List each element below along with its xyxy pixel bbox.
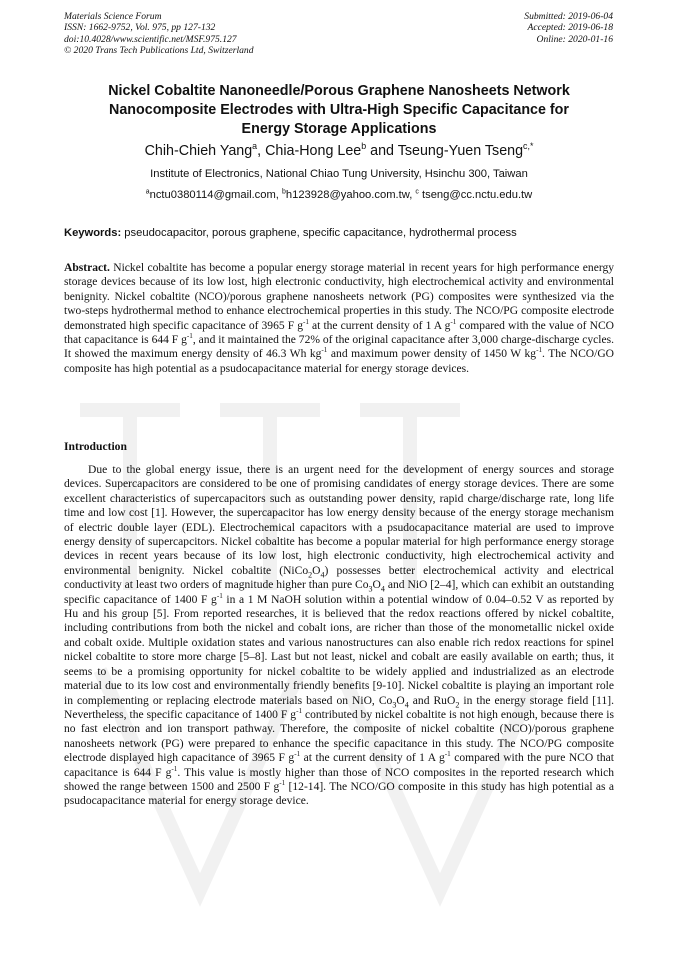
journal-issn: ISSN: 1662-9752, Vol. 975, pp 127-132 <box>64 22 216 34</box>
author-emails: $^a$nctu0380114@gmail.com, $^b$h123928@yahoo.com.tw, $^c$ tseng@cc.nctu.edu.tw <box>145 188 533 201</box>
paper-title: Nickel Cobaltite Nanoneedle/Porous Graphene Nanosheets Network Nanocomposite Electrodes with Ultra-High Specific Capacitance for Energy Storage Applications <box>108 83 570 137</box>
author-list: Chih-Chieh Yang$^a$, Chia-Hong Lee$^b$ and Tseung-Yuen Tseng$^{c,*}$ <box>144 141 534 159</box>
email-link[interactable]: nctu0380114@gmail.com, <box>149 189 283 201</box>
journal-copyright: © 2020 Trans Tech Publications Ltd, Switzerland <box>64 45 254 57</box>
accepted-date: Accepted: 2019-06-18 <box>527 22 613 34</box>
submitted-date: Submitted: 2019-06-04 <box>524 11 613 22</box>
submission-dates <box>524 11 613 45</box>
journal-doi: doi:10.4028/www.scientific.net/MSF.975.127 <box>64 33 237 45</box>
introduction-body <box>64 463 614 809</box>
keywords-label: Keywords: <box>64 227 122 239</box>
abstract-label: Abstract. <box>64 262 110 274</box>
journal-name: Materials Science Forum <box>64 11 162 22</box>
author-name: Tseung-Yuen Tseng <box>397 143 524 159</box>
paragraph: Due to the global energy issue, there is an urgent need for the development of energy sources and storage devices. Supercapacitors are considered to be one of promising candidates of energy storage devices. There are some excellent characteristics of supercapacitors such as outstanding power density, rapid charge/discharge rate, long life time and low cost [1]. However, the supercapacitor has low energy density because of the energy storage mechanism of electric double layer (EDL). Electrochemical capacitors with a psudocapacitance material are used to improve energy density of supercapcitors. Nickel cobaltite has become a popular material for high performance energy storage devices in recent years because of its low lost, high electronic conductivity, high electrochemical activity and environmental benignity. Nickel cobaltite $(NiCo_2O_4)$ possesses better electrochemical activity and electrical conductivity at least two orders of magnitude higher than pure $Co_3O_4$ and NiO [2–4], which can exhibit an outstanding specific capacitance of 1400 F $g^{-1}$ in a 1 M NaOH solution within a potential window of 0.04–0.52 V as reported by Hu and his group [5]. From reported researches, it is believed that the redox reactions offered by nickel cobaltite, including contributions from both the nickel and cobalt ions, are richer than those of the monometallic nickel oxide and cobalt oxide. Multiple oxidation states and various nanostructures can also enable rich redox reactions for spinel nickel cobaltite to store more charge [5–8]. Last but not least, nickel and cobalt are easily available on earth; thus, it seems to be a promising opportunity for nickel cobaltite to be widely applied and industrialized as an electrode material due to its low cost and environmentally friendly benefits [9-10]. Nickel cobaltite is playing an important role in complementing or replacing electrode materials based on NiO, $Co_3O_4$ and RuO$_2$ in the energy storage field [11]. Nevertheless, the specific capacitance of 1400 F $g^{-1}$ contributed by nickel cobaltite is not high enough, because there is no fast electron and ion transport pathway. Therefore, the composite of nickel cobaltite (NCO)/porous graphene nanosheets network (PG) were prepared to enhance the specific capacitance in this study. The NCO/PG composite electrode displayed high capacitance of 3965 F $g^{-1}$ at the current density of 1 A $g^{-1}$ compared with the pure NCO that capacitance is 644 F $g^{-1}$. This value is mostly higher than those of NCO composites in the reported research which showed the range between 1500 and 2500 F $g^{-1}$ [12-14]. The NCO/GO composite in this study has high potential as a psudocapacitance material for energy storage device. <box>64 464 615 808</box>
author-name: Chih-Chieh Yang <box>144 143 253 159</box>
affiliation: Institute of Electronics, National Chiao Tung University, Hsinchu 300, Taiwan <box>150 168 528 180</box>
journal-info <box>64 11 254 57</box>
abstract: Abstract. Nickel cobaltite has become a popular energy storage material in recent years for high performance energy storage devices because of its low lost, high electronic conductivity, high electrochemical activity and environmental benignity. Nickel cobaltite (NCO)/porous graphene nanosheets network (PG) composites were synthesized via the two-steps hydrothermal method to enhance electrochemical properties in this study. The NCO/PG composite electrode demonstrated high specific capacitance of 3965 F $g^{-1}$ at the current density of 1 A $g^{-1}$ compared with the value of NCO that capacitance is 644 F $g^{-1}$, and it maintained the 72% of the original capacitance after 3,000 charge-discharge cycles. It showed the maximum energy density of 46.3 Wh $kg^{-1}$ and maximum power density of 1450 W $kg^{-1}$. The NCO/GO composite has high potential as a psudocapacitance material for energy storage devices. <box>64 262 614 375</box>
email-link[interactable]: h123928@yahoo.com.tw, <box>285 189 416 201</box>
email-link[interactable]: tseng@cc.nctu.edu.tw <box>418 189 533 201</box>
online-date: Online: 2020-01-16 <box>536 33 613 45</box>
author-name: Chia-Hong Lee <box>265 143 362 159</box>
keywords-text: pseudocapacitor, porous graphene, specific capacitance, hydrothermal process <box>121 227 517 239</box>
section-heading: Introduction <box>64 440 127 453</box>
keywords <box>64 226 614 240</box>
